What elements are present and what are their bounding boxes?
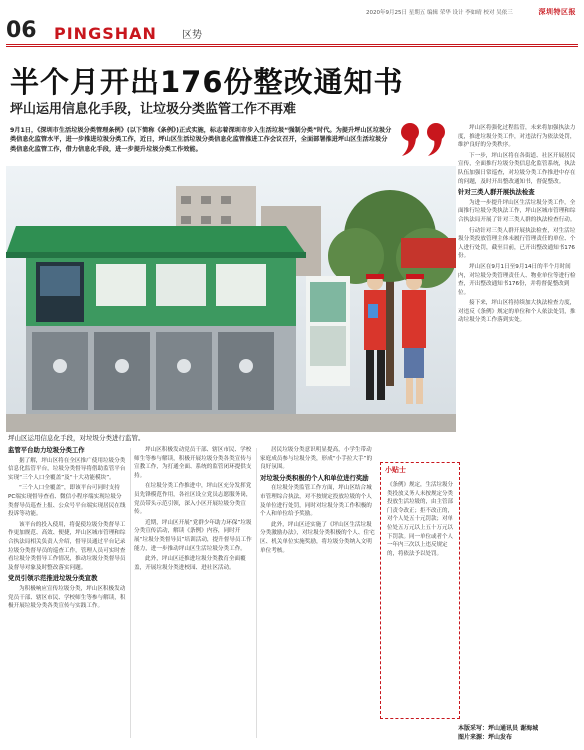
- col2-paragraph: 坪山区积极发动党员干部、辖区市民、学校师生等参与解读，积极开展垃圾分类各类宣传与宣教工作，为打通全面、系统的监管闭环提供支持。: [134, 447, 252, 479]
- sidebar-paragraph: 行动针对三类人群开展执法检查，对生活垃圾分类投放管理主体未履行管理责任的单位、个人进行处罚，截至目前，已开出整改通知书176份。: [458, 227, 576, 260]
- tip-body: 《条例》规定，生活垃圾分类投放义务人未按规定分类投放生活垃圾的，由主管部门责令改正；拒不改正的，对个人处五十元罚款；对单位处五万元以上五十万元以下罚款。同一单位或者个人一年内三次以上违反规定的，将依法予以处罚。: [387, 482, 454, 557]
- col3-heading: 对垃圾分类积极的个人和单位进行奖励: [260, 473, 369, 482]
- article-photo: [6, 166, 456, 432]
- article-intro: 9月1日，《深圳市生活垃圾分类管理条例》(以下简称《条例》)正式实施，标志着深圳市步入生活垃圾“强制分类”时代。为提升坪山区垃圾分类信息化监管水平，进一步推进垃圾分类工作，近日，坪山区生活垃圾分类信息化监管推进工作会议召开，全面部署推进坪山区生活垃圾分类信息化监管工作，借力信息化手段，进一步提升垃圾分类工作效能。: [10, 127, 392, 153]
- section-name: PINGSHAN: [54, 24, 157, 43]
- photo-caption: 坪山区运用信息化手段，对垃圾分类进行监管。: [8, 434, 145, 442]
- sidebar-paragraph: 坪山区在9月1日至9月14日的半个月时间内，对垃圾分类管理责任人、物业单位等进行检查，开出整改通知书176份，并将督促整改到位。: [458, 263, 576, 296]
- sidebar-paragraph: 下一步，坪山区将在各街道、社区开展居民宣传，全面推行垃圾分类信息化监管系统，执法队伍加强日常巡查，对垃圾分类工作推进中存在的问题，及时开出整改通知书，督促整改。: [458, 152, 576, 185]
- sidebar-paragraph: 接下来，坪山区将持续加大执法检查力度，对违反《条例》规定的单位和个人依法处罚，推动垃圾分类工作落到实处。: [458, 300, 576, 324]
- tip-box: [380, 462, 460, 719]
- col2-paragraph: 此外，坪山区还推进垃圾分类教育全面覆盖，开展垃圾分类进校园、进社区活动。: [134, 556, 246, 571]
- credit-writer: 本版采写：坪山通讯员 谢海城: [458, 725, 539, 732]
- sidebar-paragraph: 为进一步提升坪山区生活垃圾分类工作，全面推行垃圾分类执法工作，坪山区城市管理和综合执法局开展了针对三类人群的执法检查行动。: [458, 199, 576, 223]
- sidebar-column: [458, 124, 578, 327]
- column-divider: [130, 448, 131, 738]
- section-banner: [6, 18, 578, 42]
- sidebar-paragraph: 坪山区将强化过程监管，未来将加强执法力度，推进垃圾分类工作，对违法行为依法处罚，维护良好的分类秩序。: [458, 125, 576, 149]
- paper-logo: 深圳特区报: [538, 8, 576, 16]
- col3-paragraph: 在垃圾分类监管工作方面，坪山区结合城市管理综合执法，对不按规定投放垃圾的个人及单位进行处罚，同时对垃圾分类工作积极的个人和单位给予奖励。: [260, 485, 372, 518]
- col2-paragraph: 在垃圾分类工作推进中，坪山区充分发挥党员先锋模范作用，各社区设立党员志愿服务岗，党员带头示范引领，深入小区开展垃圾分类宣传。: [134, 483, 252, 516]
- col1-heading-2: 党员引领示范推进垃圾分类宣教: [8, 574, 98, 583]
- col1-paragraph: 为积极响应宣传垃圾分类，坪山区积极发动党员干部、辖区市民、学校师生等参与解读，积极开展垃圾分类各类宣传与实践工作。: [8, 585, 126, 610]
- section-rule-2: [6, 46, 578, 47]
- section-number: 06: [6, 18, 37, 43]
- col2-paragraph: 近期，坪山区开展“党群少年助力环保”垃圾分类宣传活动，解读《条例》内容，同时开展“垃圾分类督导员”培训活动，提升督导员工作能力，进一步推动坪山区生活垃圾分类工作。: [134, 519, 252, 552]
- article-column-3: [260, 446, 376, 557]
- col1-paragraph: “三个人口全覆盖”，即该平台可同时支持PC端实现督导查看、微信小程序端实现垃圾分类督导员巡查上报、公众号平台端实现居民在线投诉等功能。: [8, 485, 126, 518]
- col1-paragraph: 据了解，坪山区将在全区推广使用垃圾分类信息化监管平台，垃圾分类督导将借助监管平台实现“三个人口全覆盖”及“十大功能模块”。: [8, 457, 126, 481]
- tip-title: 小贴士: [385, 466, 406, 474]
- col3-paragraph: 居民垃圾分类意识明显提高，小学生带动家庭成员参与垃圾分类，形成“小手拉大手”的良好氛围。: [260, 447, 373, 471]
- credit-photo: 图片来源：坪山发布: [458, 734, 513, 741]
- quote-icon: [396, 120, 454, 160]
- article-column-1: [8, 446, 126, 613]
- header-info: 2020年9月25日 星期五 编辑 荣华 设计 李如晴 校对 吴依三: [366, 10, 513, 16]
- section-rule: [6, 44, 578, 45]
- section-label: 区势: [182, 30, 202, 41]
- header-bar: [6, 6, 578, 18]
- column-divider: [256, 448, 257, 738]
- subheadline: 坪山运用信息化手段，让垃圾分类监管工作不再难: [10, 102, 297, 117]
- sidebar-heading: 针对三类人群开展执法检查: [458, 188, 535, 197]
- col1-heading: 监管平台助力垃圾分类工作: [8, 446, 85, 454]
- article-column-2: [134, 446, 252, 574]
- headline: 半个月开出176份整改通知书: [10, 65, 404, 99]
- col3-paragraph: 此外，坪山区还实施了《坪山区生活垃圾分类激励办法》，对垃圾分类积极的个人、住宅区、机关单位实施奖励，将垃圾分类纳入文明单位考核。: [260, 521, 375, 554]
- credits: [458, 724, 578, 742]
- col1-paragraph: 该平台的投入使用，将促使垃圾分类督导工作更加规范、高效、便捷，坪山区城市管理和综合执法局相关负责人介绍，督导员通过平台记录垃圾分类督导员的巡查工作，管理人员可实时查看垃圾分类督导工作情况，推动垃圾分类督导员及督导对象及时整改落实问题。: [8, 521, 126, 571]
